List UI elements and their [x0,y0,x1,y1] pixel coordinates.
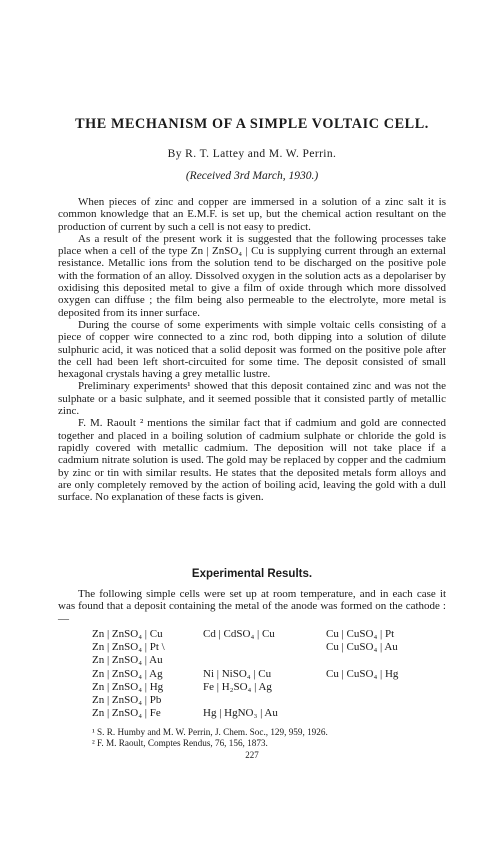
paragraph: When pieces of zinc and copper are immersed in a solution of a zinc salt it is common knowledge that an E.M.F. is set up, but the chemical action resultant on the production of current by such a cell is not easy to predict. [58,196,446,233]
received-date: (Received 3rd March, 1930.) [185,170,319,182]
cell-entry [203,694,278,707]
cell-entry: Cu | CuSO₄ | Au [326,641,398,654]
cell-entry: Cu | CuSO₄ | Pt [326,628,395,640]
footnote: ¹ S. R. Humby and M. W. Perrin, J. Chem. Soc., 129, 959, 1926. [92,727,328,737]
cell-entry: Cd | CdSO₄ | Cu [203,628,275,640]
cell-list-copper [326,628,398,720]
cell-entry [203,654,278,667]
cell-list-zinc [92,628,165,720]
paragraph: During the course of some experiments with simple voltaic cells consisting of a piece of copper wire connected to a zinc rod, both dipping into a solution of dilute sulphuric acid, it was noticed that a solid deposit was formed on the positive pole after the cell had been left short-circuited for some time. The deposit consisted of small hexagonal crystals having a grey metallic lustre. [58,318,446,381]
cell-entry [326,654,398,667]
cell-entry: Cu | CuSO₄ | Hg [326,667,399,680]
cell-entry [326,694,398,707]
section-intro [58,588,446,625]
footnote: ² F. M. Raoult, Comptes Rendus, 76, 156, 1873. [92,738,268,748]
cell-list-other [203,628,278,720]
paragraph: Preliminary experiments¹ showed that this deposit contained zinc and was not the sulphate or a basic sulphate, and it seemed possible that it consisted partly of metallic zinc. [58,380,446,418]
cell-entry: Zn | ZnSO₄ | Pt \ [92,641,165,654]
cell-entry: Fe | H₂SO₄ | Ag [203,680,272,693]
cell-entry: Zn | ZnSO₄ | Pb [92,693,162,706]
paragraph: F. M. Raoult ² mentions the similar fact that if cadmium and gold are connected together and placed in a boiling solution of cadmium sulphate or chloride the gold is rapidly covered with metallic cadmium. The deposition will not take place if a cadmium nitrate solution is used. The gold may be replaced by copper and the cadmium by zinc or tin with similar results. He states that the deposited metals form alloys and are only completely removed by the action of boiling acid, leaving the gold with a dull surface. No explanation of these facts is given. [58,417,446,504]
cell-entry [326,707,398,720]
cell-entry: Zn | ZnSO₄ | Cu [92,628,163,640]
cell-entry [203,641,278,654]
cell-entry: Zn | ZnSO₄ | Hg [92,680,164,693]
article-title: THE MECHANISM OF A SIMPLE VOLTAIC CELL. [75,116,429,132]
cell-entry [326,681,398,694]
article-authors: By R. T. Lattey and M. W. Perrin. [167,148,337,160]
paragraph: The following simple cells were set up at room temperature, and in each case it was found that a deposit containing the metal of the anode was formed on the cathode :— [58,588,446,625]
cell-entry: Zn | ZnSO₄ | Ag [92,667,163,680]
footnotes [92,727,328,749]
cell-entry: Zn | ZnSO₄ | Au [92,654,163,667]
page-number: 227 [245,750,259,760]
section-heading: Experimental Results. [191,568,313,580]
article-body [58,196,446,503]
cell-entry: Ni | NiSO₄ | Cu [203,667,272,680]
cell-entry: Hg | HgNO₃ | Au [203,707,278,720]
paragraph: As a result of the present work it is suggested that the following processes take place when a cell of the type Zn | ZnSO₄ | Cu is supplying current through an external resistance. Metallic ions from the solution tend to be discharged on the positive pole with the formation of an alloy. Dissolved oxygen in the solution acts as a depolariser by oxidising this deposited metal to give a film of oxide through which more dissolved oxygen can diffuse ; the film being also permeable to the electrolyte, more metal is deposited from its inner surface. [58,232,446,319]
cell-entry: Zn | ZnSO₄ | Fe [92,707,161,720]
